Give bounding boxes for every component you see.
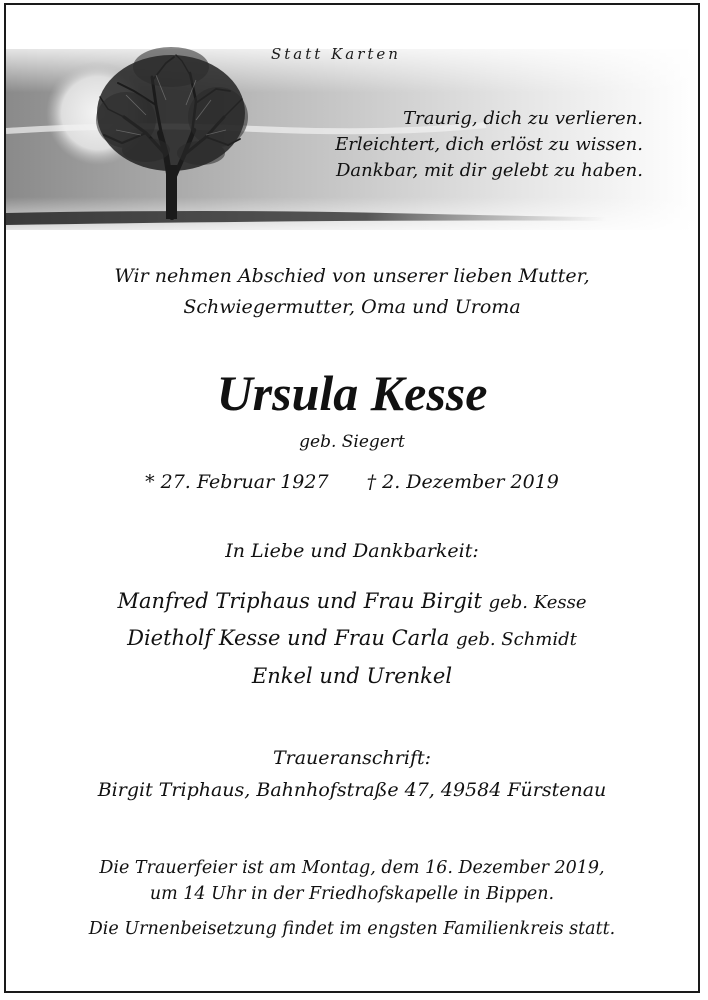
intro-line-2: Schwiegermutter, Oma und Uroma — [183, 296, 521, 318]
mourner-line-2-names: Dietholf Kesse und Frau Carla — [127, 626, 450, 650]
mourner-line-2 — [6, 626, 698, 650]
motto-line-1: Traurig, dich zu verlieren. — [403, 108, 643, 129]
intro-line-1: Wir nehmen Abschied von unserer lieben Mutter, — [114, 265, 590, 287]
mourners-heading: In Liebe und Dankbarkeit: — [225, 540, 479, 562]
statt-karten-label: Statt Karten — [271, 45, 401, 63]
motto-line-3: Dankbar, mit dir gelebt zu haben. — [335, 160, 643, 181]
mourner-line-3: Enkel und Urenkel — [251, 664, 453, 688]
address-label: Traueranschrift: — [272, 747, 432, 769]
burial-note: Die Urnenbeisetzung findet im engsten Familienkreis statt. — [88, 919, 616, 939]
mourner-line-1 — [6, 589, 698, 613]
deceased-name: Ursula Kesse — [216, 365, 488, 421]
mourner-line-1-maiden: geb. Kesse — [488, 592, 587, 613]
birth-date: * 27. Februar 1927 — [145, 471, 329, 493]
mourner-line-2-maiden: geb. Schmidt — [456, 629, 577, 650]
ceremony-line-2: um 14 Uhr in der Friedhofskapelle in Bippen. — [149, 884, 555, 904]
ceremony-line-1: Die Trauerfeier ist am Montag, dem 16. Dezember 2019, — [99, 858, 605, 878]
maiden-name: geb. Siegert — [299, 432, 405, 452]
life-dates — [6, 471, 698, 493]
mourner-line-1-names: Manfred Triphaus und Frau Birgit — [117, 589, 482, 613]
death-notice — [4, 3, 700, 993]
motto-line-2: Erleichtert, dich erlöst zu wissen. — [335, 134, 643, 155]
death-date: † 2. Dezember 2019 — [366, 471, 559, 493]
address-value: Birgit Triphaus, Bahnhofstraße 47, 49584 Fürstenau — [97, 779, 607, 801]
